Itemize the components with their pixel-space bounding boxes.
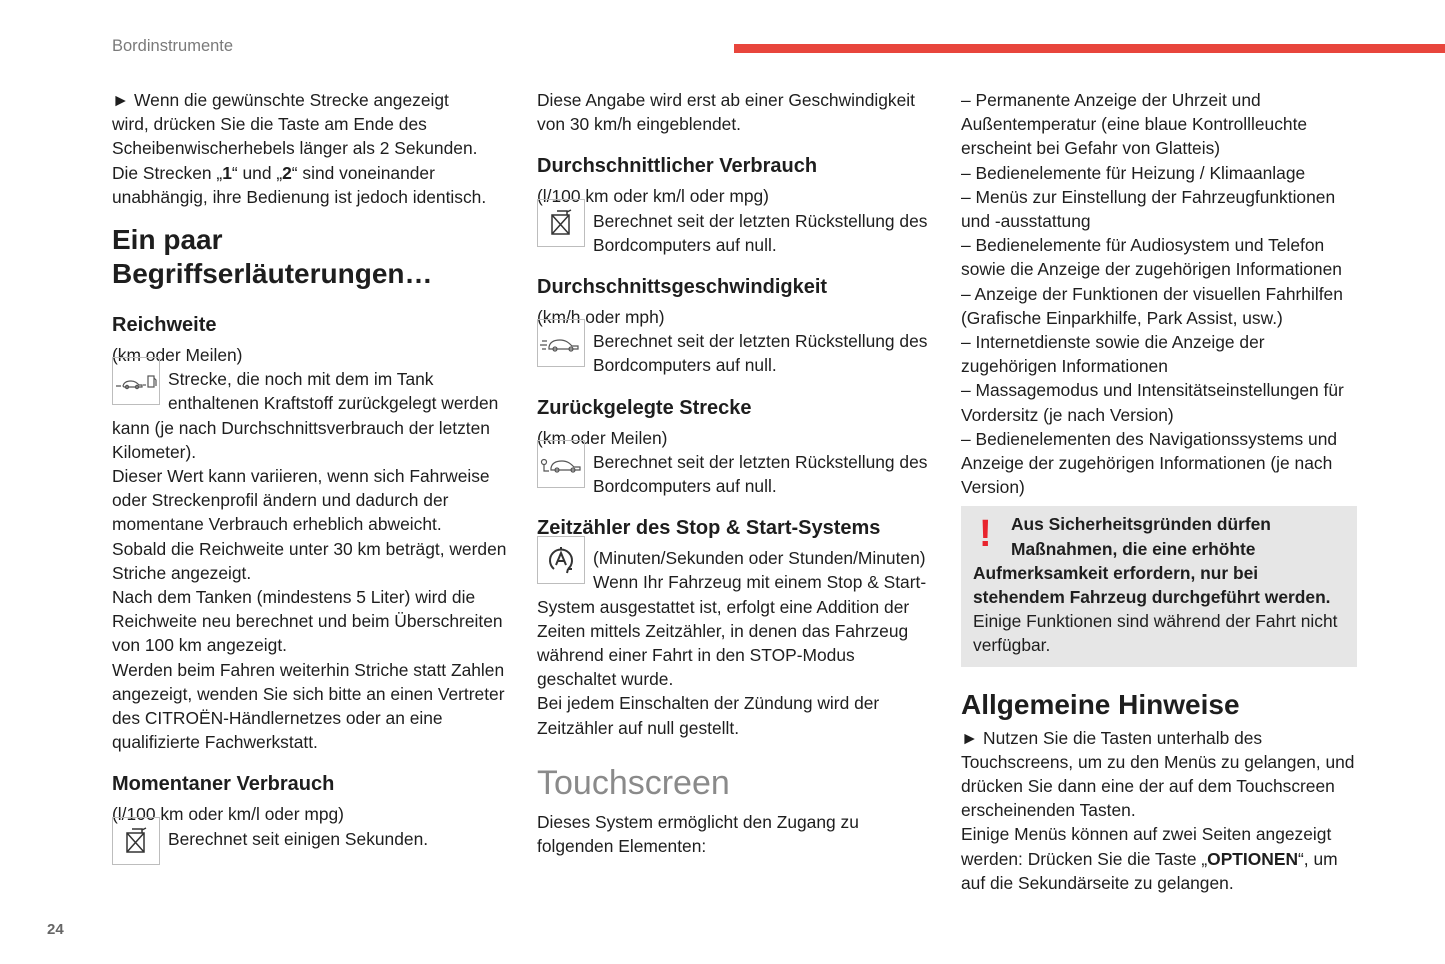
text-line: erscheinenden Tasten. (961, 800, 1136, 821)
text-line: verfügbar. (973, 635, 1051, 656)
warning-line: Aus Sicherheitsgründen dürfen (1011, 514, 1271, 535)
text-line: ► Wenn die gewünschte Strecke angezeigt (112, 90, 449, 110)
heading-line: Allgemeine Hinweise (961, 688, 1240, 720)
paragraph (537, 184, 932, 208)
text-line: Dieser Wert kann variieren, wenn sich Fahrweise (112, 466, 490, 487)
car-fuel-range-icon (112, 357, 160, 405)
text-line: von 100 km angezeigt. (112, 635, 287, 656)
text-line: – Massagemodus und Intensitätseinstellungen für (961, 380, 1344, 401)
warning-line: Maßnahmen, die eine erhöhte (1011, 538, 1256, 559)
subsection-heading: Zeitzähler des Stop & Start-Systems (537, 517, 881, 540)
bold-text: 2 (282, 162, 292, 183)
heading-line: Ein paar (112, 224, 223, 256)
subsection-heading: Reichweite (112, 314, 217, 337)
car-distance-icon (537, 440, 585, 488)
column-1 (112, 88, 510, 851)
section-heading (112, 223, 510, 291)
text-line: wird, drücken Sie die Taste am Ende des (112, 114, 427, 135)
text-line: und -ausstattung (961, 211, 1091, 232)
text-line: (km oder Meilen) (112, 345, 243, 366)
text-line: erscheint bei Gefahr von Glatteis) (961, 138, 1221, 159)
text-line: des CITROËN-Händlernetzes oder an eine (112, 708, 443, 729)
text-line: während einer Fahrt in den STOP-Modus (537, 645, 855, 666)
paragraph (537, 88, 932, 136)
text-line: – Bedienelemente für Audiosystem und Telefon (961, 235, 1325, 256)
car-speed-icon (537, 319, 585, 367)
text-line: Berechnet seit der letzten Rückstellung des (593, 210, 928, 231)
paragraph (112, 88, 510, 209)
subsection-heading: Momentaner Verbrauch (112, 773, 335, 796)
text-line: Bei jedem Einschalten der Zündung wird der (537, 693, 880, 714)
paragraph (537, 305, 932, 329)
text-line: folgenden Elementen: (537, 836, 707, 857)
text-line: Kilometer). (112, 441, 197, 462)
text-line: Strecke, die noch mit dem im Tank (168, 369, 434, 390)
fuel-consumption-icon (112, 817, 160, 865)
text-line: Außentemperatur (eine blaue Kontrollleuchte (961, 114, 1308, 135)
icon-paragraph (112, 367, 510, 754)
subsection-heading: Durchschnittlicher Verbrauch (537, 155, 818, 178)
text-line: auf die Sekundärseite zu gelangen. (961, 872, 1234, 893)
text-line: (l/100 km oder km/l oder mpg) (537, 186, 769, 207)
chapter-heading: Touchscreen (537, 763, 730, 802)
text-line: von 30 km/h eingeblendet. (537, 114, 742, 135)
section-title: Bordinstrumente (112, 37, 234, 55)
text-line: (km oder Meilen) (537, 427, 668, 448)
paragraph (537, 426, 932, 450)
text-line: Touchscreens, um zu den Menüs zu gelangen, und (961, 751, 1355, 772)
text-line: geschaltet wurde. (537, 669, 674, 690)
text-line: Vordersitz (je nach Version) (961, 404, 1174, 425)
page-number: 24 (47, 921, 64, 938)
bold-text: OPTIONEN (1207, 848, 1298, 869)
text-line: Bordcomputers auf null. (593, 476, 777, 497)
text-line: Die Strecken „1“ und „2“ sind voneinander (112, 162, 435, 183)
text-line: Anzeige der zugehörigen Informationen (je nach (961, 453, 1333, 474)
text-line: drücken Sie dann eine der auf dem Touchscreen (961, 776, 1335, 797)
text-line: zugehörigen Informationen (961, 356, 1168, 377)
icon-paragraph (537, 209, 932, 257)
icon-paragraph (537, 329, 932, 377)
text-line: unabhängig, ihre Bedienung ist jedoch identisch. (112, 186, 487, 207)
text-line: (km/h oder mph) (537, 307, 665, 328)
text-line: Zeitzähler auf null gestellt. (537, 717, 740, 738)
warning-exclamation-icon: ! (979, 513, 992, 556)
text-line: enthaltenen Kraftstoff zurückgelegt werden (168, 393, 499, 414)
warning-line: Aufmerksamkeit erfordern, nur bei (973, 562, 1259, 583)
text-line: Einige Menüs können auf zwei Seiten angezeigt (961, 824, 1332, 845)
text-line: (l/100 km oder km/l oder mpg) (112, 804, 344, 825)
text-line: oder Streckenprofil ändern und dadurch der (112, 490, 449, 511)
text-line: – Bedienelementen des Navigationssystems und (961, 428, 1338, 449)
text-line: (Grafische Einparkhilfe, Park Assist, usw.) (961, 307, 1283, 328)
text-line: Scheibenwischerhebels länger als 2 Sekunden. (112, 138, 478, 159)
text-line: Berechnet seit der letzten Rückstellung des (593, 331, 928, 352)
text-line: kann (je nach Durchschnittsverbrauch der letzten (112, 417, 490, 438)
text-line: – Anzeige der Funktionen der visuellen Fahrhilfen (961, 283, 1343, 304)
column-3 (961, 88, 1357, 895)
text-line: momentane Verbrauch erheblich abweicht. (112, 514, 442, 535)
text-line: Berechnet seit einigen Sekunden. (168, 828, 429, 849)
subsection-heading: Zurückgelegte Strecke (537, 396, 752, 419)
text-line: werden: Drücken Sie die Taste „OPTIONEN“, um (961, 848, 1338, 869)
icon-paragraph (537, 546, 932, 740)
heading-line: Begriffserläuterungen… (112, 258, 433, 290)
text-line: System ausgestattet ist, erfolgt eine Addition der (537, 596, 910, 617)
text-line: Reichweite neu berechnet und beim Überschreiten (112, 611, 503, 632)
text-line: – Internetdienste sowie die Anzeige der (961, 332, 1265, 353)
text-line: Striche angezeigt. (112, 562, 252, 583)
icon-paragraph (537, 450, 932, 498)
paragraph (112, 343, 510, 367)
text-line: angezeigt, wenden Sie sich bitte an einen Vertreter (112, 683, 505, 704)
icon-paragraph (112, 827, 510, 851)
text-line: Wenn Ihr Fahrzeug mit einem Stop & Start- (593, 572, 927, 593)
text-line: qualifizierte Fachwerkstatt. (112, 732, 318, 753)
subsection-heading: Durchschnittsgeschwindigkeit (537, 276, 828, 299)
text-line: sowie die Anzeige der zugehörigen Informationen (961, 259, 1342, 280)
text-line: Zeiten mittels Zeitzähler, in denen das Fahrzeug (537, 620, 909, 641)
paragraph (961, 726, 1357, 895)
text-line: Dieses System ermöglicht den Zugang zu (537, 811, 859, 832)
section-accent-bar (734, 44, 1445, 53)
text-line: Berechnet seit der letzten Rückstellung des (593, 451, 928, 472)
safety-warning-box (961, 506, 1357, 666)
text-line: Einige Funktionen sind während der Fahrt nicht (973, 611, 1338, 632)
stop-start-icon (537, 536, 585, 584)
text-line: (Minuten/Sekunden oder Stunden/Minuten) (593, 548, 926, 569)
text-line: ► Nutzen Sie die Tasten unterhalb des (961, 727, 1263, 748)
text-line: Werden beim Fahren weiterhin Striche statt Zahlen (112, 659, 505, 680)
paragraph (537, 810, 932, 858)
text-line: Nach dem Tanken (mindestens 5 Liter) wird die (112, 587, 476, 608)
text-line: Diese Angabe wird erst ab einer Geschwindigkeit (537, 90, 915, 110)
text-line: Bordcomputers auf null. (593, 234, 777, 255)
paragraph (961, 88, 1357, 499)
text-line: Version) (961, 477, 1025, 498)
text-line: Sobald die Reichweite unter 30 km beträgt, werden (112, 538, 507, 559)
column-2 (537, 88, 932, 858)
section-heading (961, 688, 1357, 722)
fuel-consumption-icon (537, 199, 585, 247)
text-line: – Bedienelemente für Heizung / Klimaanlage (961, 162, 1306, 183)
bold-text: 1 (222, 162, 232, 183)
paragraph (112, 802, 510, 826)
text-line: – Permanente Anzeige der Uhrzeit und (961, 90, 1261, 110)
text-line: Bordcomputers auf null. (593, 355, 777, 376)
text-line: – Menüs zur Einstellung der Fahrzeugfunktionen (961, 186, 1336, 207)
warning-line: stehendem Fahrzeug durchgeführt werden. (973, 587, 1331, 608)
